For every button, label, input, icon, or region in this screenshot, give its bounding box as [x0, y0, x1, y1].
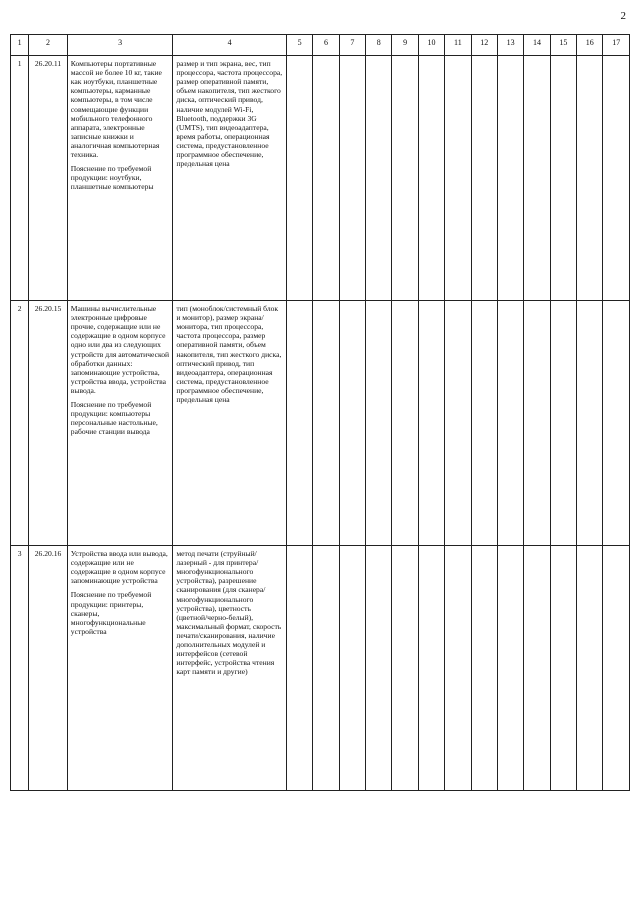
empty-cell: [497, 546, 523, 791]
column-header: 12: [471, 35, 497, 56]
product-name: Машины вычислительные электронные цифровые прочие, содержащие или не содержащие в одном корпусе одно или два из следующих устройств для автоматической обработки данных: запоминающие устройства, устройства ввода, устройства вывода.: [70, 304, 170, 395]
empty-cell: [550, 301, 576, 546]
column-header: 17: [603, 35, 630, 56]
column-header: 8: [366, 35, 392, 56]
column-header: 4: [173, 35, 287, 56]
product-features: размер и тип экрана, вес, тип процессора, частота процессора, размер оперативной памяти, объем накопителя, тип жесткого диска, оптический привод, наличие модулей Wi-Fi, Bluetooth, поддержки 3G (UMTS), тип видеоадаптера, время работы, операционная система, предустановленное программное обеспечение, предельная цена: [173, 56, 287, 301]
okpd-code: 26.20.15: [29, 301, 68, 546]
column-header: 7: [339, 35, 365, 56]
empty-cell: [524, 546, 550, 791]
column-header: 5: [286, 35, 312, 56]
empty-cell: [366, 56, 392, 301]
empty-cell: [603, 56, 630, 301]
empty-cell: [550, 56, 576, 301]
empty-cell: [577, 56, 603, 301]
okpd-code: 26.20.16: [29, 546, 68, 791]
empty-cell: [497, 56, 523, 301]
empty-cell: [445, 301, 471, 546]
empty-cell: [313, 56, 339, 301]
empty-cell: [497, 301, 523, 546]
empty-cell: [445, 56, 471, 301]
column-header: 2: [29, 35, 68, 56]
empty-cell: [392, 56, 418, 301]
empty-cell: [313, 301, 339, 546]
empty-cell: [418, 546, 444, 791]
empty-cell: [339, 56, 365, 301]
table-row: [11, 301, 630, 546]
empty-cell: [366, 301, 392, 546]
column-header: 3: [67, 35, 173, 56]
column-header: 6: [313, 35, 339, 56]
empty-cell: [603, 301, 630, 546]
product-name-cell: [67, 301, 173, 546]
product-features: метод печати (струйный/лазерный - для принтера/многофункционального устройства), разрешение сканирования (для сканера/многофункционального устройства), цветность (цветной/черно-белый), максимальный формат, скорость печати/сканирования, наличие дополнительных модулей и интерфейсов (сетевой интерфейс, устройства чтения карт памяти и другие): [173, 546, 287, 791]
product-requirements-table-sheet: [10, 34, 630, 791]
empty-cell: [286, 301, 312, 546]
empty-cell: [366, 546, 392, 791]
empty-cell: [286, 56, 312, 301]
empty-cell: [524, 301, 550, 546]
empty-cell: [418, 301, 444, 546]
okpd-code: 26.20.11: [29, 56, 68, 301]
column-header: 13: [497, 35, 523, 56]
column-header: 15: [550, 35, 576, 56]
empty-cell: [392, 546, 418, 791]
column-header: 1: [11, 35, 29, 56]
empty-cell: [418, 56, 444, 301]
product-clarification: Пояснение по требуемой продукции: компьютеры персональные настольные, рабочие станции вывода: [70, 400, 158, 437]
column-header: 14: [524, 35, 550, 56]
product-features: тип (моноблок/системный блок и монитор), размер экрана/монитора, тип процессора, частота процессора, размер оперативной памяти, объем накопителя, тип жесткого диска, оптический привод, тип видеоадаптера, операционная система, предустановленное программное обеспечение, предельная цена: [173, 301, 287, 546]
product-name: Компьютеры портативные массой не более 10 кг, такие как ноутбуки, планшетные компьютеры, карманные компьютеры, в том числе совмещающие функции мобильного телефонного аппарата, электронные записные книжки и аналогичная компьютерная техника.: [70, 59, 162, 160]
empty-cell: [577, 546, 603, 791]
empty-cell: [286, 546, 312, 791]
empty-cell: [577, 301, 603, 546]
product-name-cell: [67, 56, 173, 301]
empty-cell: [339, 546, 365, 791]
empty-cell: [524, 56, 550, 301]
empty-cell: [471, 546, 497, 791]
column-header: 16: [577, 35, 603, 56]
row-number: 3: [11, 546, 29, 791]
empty-cell: [471, 56, 497, 301]
empty-cell: [339, 301, 365, 546]
product-clarification: Пояснение по требуемой продукции: принтеры, сканеры, многофункциональные устройства: [70, 590, 152, 636]
table-row: [11, 546, 630, 791]
product-requirements-table: [10, 34, 630, 791]
column-header: 9: [392, 35, 418, 56]
empty-cell: [445, 546, 471, 791]
product-clarification: Пояснение по требуемой продукции: ноутбуки, планшетные компьютеры: [70, 164, 154, 192]
product-name-cell: [67, 546, 173, 791]
product-name: Устройства ввода или вывода, содержащие или не содержащие в одном корпусе запоминающие устройства: [70, 549, 168, 586]
column-header: 11: [445, 35, 471, 56]
column-header: 10: [418, 35, 444, 56]
empty-cell: [603, 546, 630, 791]
table-row: [11, 56, 630, 301]
row-number: 1: [11, 56, 29, 301]
empty-cell: [550, 546, 576, 791]
empty-cell: [471, 301, 497, 546]
empty-cell: [392, 301, 418, 546]
empty-cell: [313, 546, 339, 791]
column-number-row: [11, 35, 630, 56]
page-number: 2: [620, 10, 626, 22]
row-number: 2: [11, 301, 29, 546]
